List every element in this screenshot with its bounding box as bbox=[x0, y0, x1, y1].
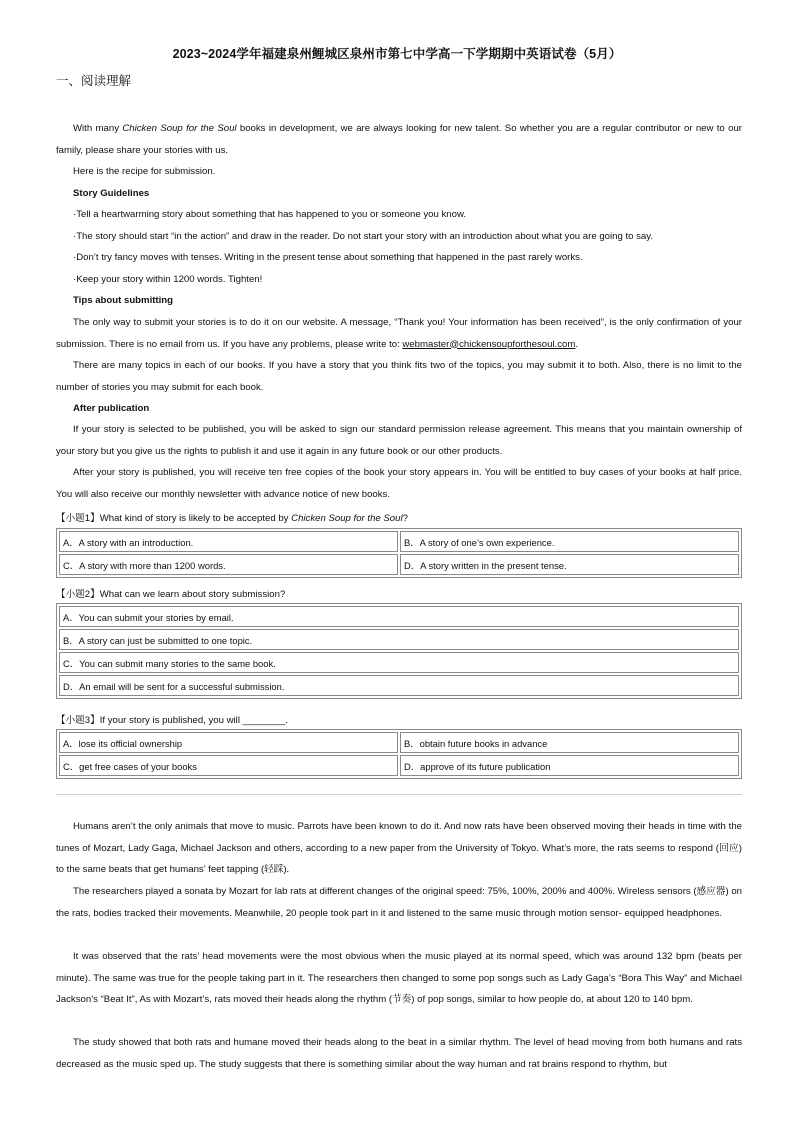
guideline-3: ·Don’t try fancy moves with tenses. Writing in the present tense about something that happened in the past rarely works. bbox=[73, 252, 583, 263]
after-publication-heading: After publication bbox=[73, 403, 150, 414]
question-2-options bbox=[56, 603, 742, 699]
passage1-paragraph-2: Here is the recipe for submission. bbox=[73, 166, 216, 177]
option-a[interactable]: A．lose its official ownership bbox=[59, 732, 398, 753]
question-1-options bbox=[56, 528, 742, 578]
option-c[interactable]: C．A story with more than 1200 words. bbox=[59, 554, 398, 575]
book-title: Chicken Soup for the Soul bbox=[122, 123, 237, 134]
text-run: 【小题1】What kind of story is likely to be accepted by bbox=[56, 513, 292, 524]
story-guidelines-heading: Story Guidelines bbox=[73, 188, 150, 199]
passage2-paragraph-4: The study showed that both rats and humane moved their heads along to the beat in a similar rhythm. The level of head moving from both humans and rats decreased as the music sped up. The study suggests that there is something similar about the way human and rat brains respond to rhythm, but bbox=[56, 1037, 742, 1070]
option-b[interactable]: B．obtain future books in advance bbox=[400, 732, 739, 753]
option-c[interactable]: C．You can submit many stories to the same book. bbox=[59, 652, 739, 673]
option-a[interactable]: A．A story with an introduction. bbox=[59, 531, 398, 552]
exam-title: 2023~2024学年福建泉州鲤城区泉州市第七中学高一下学期期中英语试卷（5月） bbox=[172, 47, 622, 61]
guideline-4: ·Keep your story within 1200 words. Tighten! bbox=[73, 274, 263, 285]
option-b[interactable]: B．A story of one’s own experience. bbox=[400, 531, 739, 552]
passage2-paragraph-1: Humans aren’t the only animals that move to music. Parrots have been known to do it. And now rats have been observed moving their heads in time with the tunes of Mozart, Lady Gaga, Michael Jackson and others, according to a new paper from the University of Tokyo. What’s more, the rats seems to respond (回应) to the same beats that get humans’ feet tapping (轻踩). bbox=[56, 821, 742, 875]
question-3-stem: 【小题3】If your story is published, you will ________. bbox=[56, 715, 288, 726]
webmaster-email-link[interactable]: webmaster@chickensoupforthesoul.com bbox=[402, 338, 576, 350]
option-a[interactable]: A．You can submit your stories by email. bbox=[59, 606, 739, 627]
passage2-paragraph-3: It was observed that the rats’ head movements were the most obvious when the music played at its normal speed, which was around 132 bpm (beats per minute). The same was true for the people taking part in it. The researchers then changed to some pop songs such as Lady Gaga’s “Bora This Way” and Michael Jackson’s “Beat It”, As with Mozart’s, rats moved their heads along the rhythm (节奏) of pop songs, similar to how people do, at about 120 to 140 bpm. bbox=[56, 951, 742, 1005]
option-d[interactable]: D．approve of its future publication bbox=[400, 755, 739, 776]
option-b[interactable]: B．A story can just be submitted to one topic. bbox=[59, 629, 739, 650]
question-2-stem: 【小题2】What can we learn about story submission? bbox=[56, 589, 286, 600]
section-divider bbox=[56, 794, 742, 795]
option-c[interactable]: C．get free cases of your books bbox=[59, 755, 398, 776]
question-1-stem bbox=[56, 510, 408, 524]
text-run: . bbox=[575, 338, 579, 350]
question-3-options bbox=[56, 729, 742, 779]
text-run: books in development, we are always looking for new talent. So whether you are a regular contributor or new to our family, please share your stories with us. bbox=[56, 123, 742, 156]
option-d[interactable]: D．An email will be sent for a successful submission. bbox=[59, 675, 739, 696]
passage2-paragraph-2: The researchers played a sonata by Mozart for lab rats at different changes of the original speed: 75%, 100%, 200% and 400%. Wireless sensors (感应器) on the rats, bodies tracked their movements. Meanwhile, 20 people took part in it and listened to the same music through motion sensor- equipped headphones. bbox=[56, 886, 742, 919]
section-heading: 一、阅读理解 bbox=[56, 74, 132, 88]
guideline-2: ·The story should start “in the action” and draw in the reader. Do not start your story with an introduction about what you are going to say. bbox=[73, 231, 654, 242]
guideline-1: ·Tell a heartwarming story about something that has happened to you or someone you know. bbox=[73, 209, 467, 220]
option-d[interactable]: D．A story written in the present tense. bbox=[400, 554, 739, 575]
tips-heading: Tips about submitting bbox=[73, 295, 174, 306]
text-run: The only way to submit your stories is to do it on our website. A message, “Thank you! Your information has been received”, is the only confirmation of your submission. There is no email from us. If you have any problems, please write to: bbox=[56, 317, 742, 350]
book-title: Chicken Soup for the Soul bbox=[291, 513, 403, 524]
after-paragraph-1: If your story is selected to be published, you will be asked to sign our standard permission release agreement. This means that you maintain ownership of your story but you give us the rights to publish it and use it again in any future book or our other products. bbox=[56, 424, 742, 457]
passage1-paragraph-1 bbox=[56, 118, 742, 161]
text-run: ? bbox=[402, 513, 408, 524]
tips-paragraph-2: There are many topics in each of our books. If you have a story that you think fits two of the topics, you may submit it to both. Also, there is no limit to the number of stories you may submit for each book. bbox=[56, 360, 742, 393]
text-run: With many bbox=[73, 123, 123, 134]
tips-paragraph-1 bbox=[56, 312, 742, 355]
after-paragraph-2: After your story is published, you will receive ten free copies of the book your story appears in. You will be entitled to buy cases of your books at half price. You will also receive our monthly newsletter with advance notice of new books. bbox=[56, 467, 742, 500]
